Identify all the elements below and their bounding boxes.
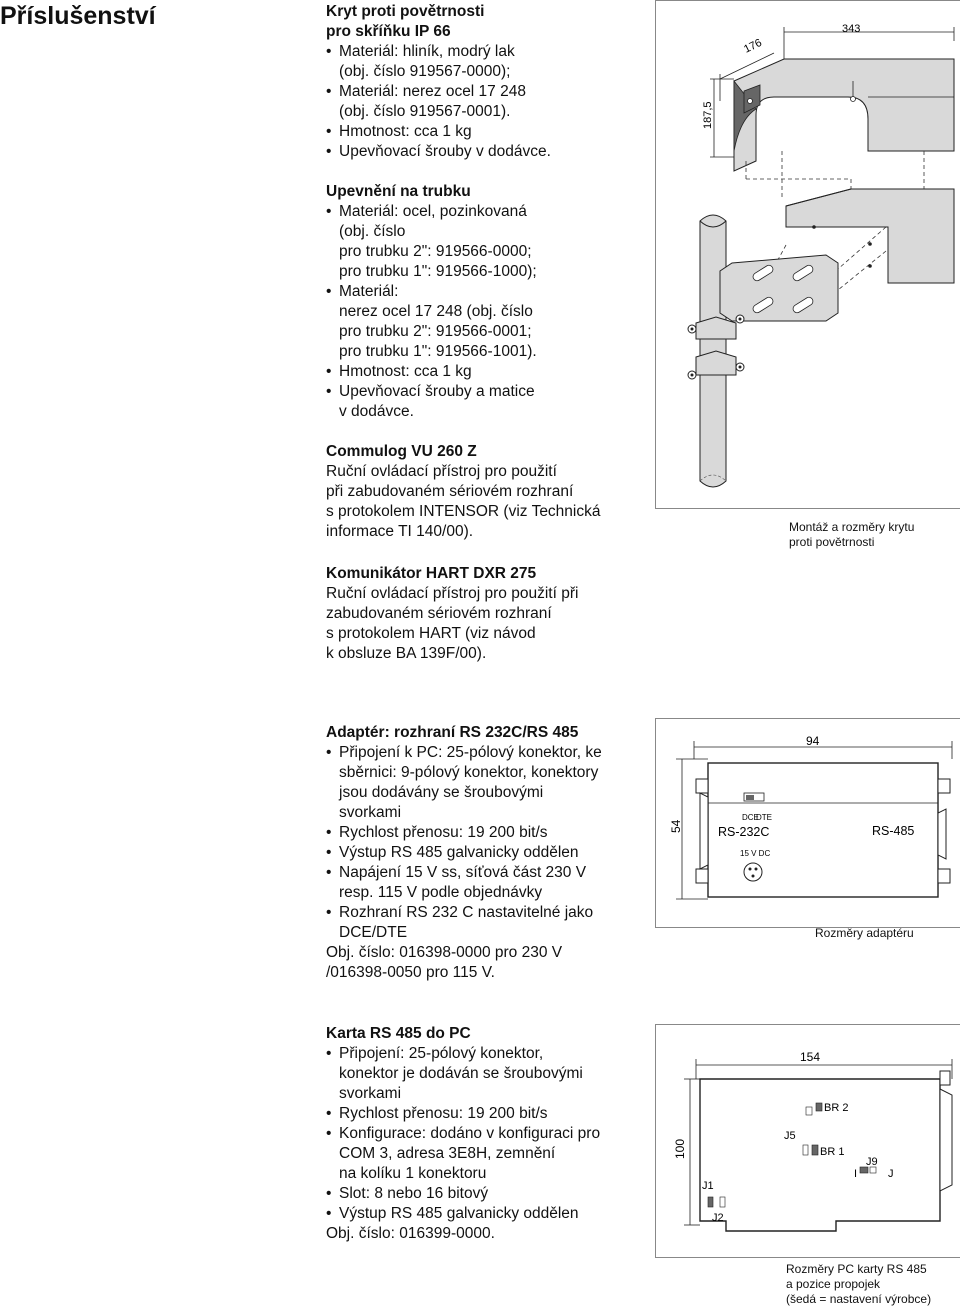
bullet-item: [326, 82, 656, 122]
text-line: Ruční ovládací přístroj pro použití při: [326, 585, 579, 602]
bullet-line: pro trubku 1": 919566-1001).: [339, 343, 537, 360]
bullet-item: [326, 362, 656, 382]
adapter-order-number: [326, 943, 656, 983]
bullet-line: Materiál: nerez ocel 17 248: [339, 83, 526, 100]
bullet-line: na kolíku 1 konektoru: [339, 1165, 487, 1182]
bullet-item: [326, 1044, 656, 1104]
bullet-item: [326, 1184, 656, 1204]
label-br1: BR 1: [820, 1146, 845, 1158]
adapter-caption: [815, 926, 914, 941]
bullet-line: Konfigurace: dodáno v konfiguraci pro: [339, 1125, 601, 1142]
adapter-drawing: [656, 719, 960, 927]
bullet-line: konektor je dodáván se šroubovými: [339, 1065, 583, 1082]
bullet-item: [326, 282, 656, 362]
bullet-line: pro trubku 2": 919566-0001;: [339, 323, 532, 340]
caption-line: proti povětrnosti: [789, 535, 875, 549]
text-line: s protokolem HART (viz návod: [326, 625, 536, 642]
label-br2: BR 2: [824, 1102, 849, 1114]
weather-cover-title-line-1: Kryt proti povětrnosti: [326, 3, 485, 20]
bullet-item: [326, 743, 656, 823]
adapter-specs: [326, 743, 656, 943]
weather-cover-title-line-2: pro skříňku IP 66: [326, 23, 451, 40]
label-dce: DCE: [742, 813, 759, 822]
label-i: I: [854, 1168, 858, 1180]
weather-cover-figure: [655, 0, 960, 509]
card-caption: [786, 1262, 931, 1307]
bullet-line: (obj. číslo: [339, 223, 406, 240]
label-j1: J1: [702, 1180, 714, 1192]
bullet-line: Upevňovací šrouby a matice: [339, 383, 535, 400]
bullet-line: Materiál: hliník, modrý lak: [339, 43, 515, 60]
bullet-line: (obj. číslo 919567-0000);: [339, 63, 511, 80]
dim-176: 176: [742, 36, 764, 56]
commulog-section: [326, 442, 656, 542]
label-j: J: [888, 1168, 894, 1180]
card-specs: [326, 1044, 656, 1224]
caption-line: Rozměry PC karty RS 485: [786, 1262, 927, 1276]
caption-line: Montáž a rozměry krytu: [789, 520, 915, 534]
card-title: Karta RS 485 do PC: [326, 1025, 471, 1042]
bullet-line: Rychlost přenosu: 19 200 bit/s: [339, 1105, 548, 1122]
dim-94: 94: [806, 734, 820, 748]
bullet-item: [326, 863, 656, 903]
card-order-number: [326, 1224, 656, 1244]
dim-154: 154: [800, 1050, 821, 1064]
label-rs232c: RS-232C: [718, 825, 770, 839]
text-line: s protokolem INTENSOR (viz Technická: [326, 503, 601, 520]
card-drawing: [656, 1025, 960, 1257]
caption-line: a pozice propojek: [786, 1277, 881, 1291]
bullet-line: Hmotnost: cca 1 kg: [339, 123, 472, 140]
bullet-line: nerez ocel 17 248 (obj. číslo: [339, 303, 533, 320]
adapter-section: [326, 723, 656, 983]
label-j9: J9: [866, 1156, 878, 1168]
card-section: [326, 1024, 656, 1244]
bullet-item: [326, 142, 656, 162]
bullet-line: v dodávce.: [339, 403, 414, 420]
dim-100: 100: [673, 1138, 687, 1159]
bullet-line: Materiál:: [339, 283, 399, 300]
bullet-item: [326, 42, 656, 82]
bullet-line: jsou dodávány se šroubovými: [339, 784, 544, 801]
bullet-line: DCE/DTE: [339, 924, 408, 941]
bullet-line: Hmotnost: cca 1 kg: [339, 363, 472, 380]
pipe-mount-section: [326, 182, 656, 422]
bullet-line: sběrnici: 9-pólový konektor, konektory: [339, 764, 599, 781]
bullet-item: [326, 903, 656, 943]
bullet-item: [326, 1204, 656, 1224]
bullet-line: Materiál: ocel, pozinkovaná: [339, 203, 527, 220]
bullet-line: Slot: 8 nebo 16 bitový: [339, 1185, 489, 1202]
caption-line: (šedá = nastavení výrobce): [786, 1292, 932, 1306]
bullet-line: svorkami: [339, 1085, 402, 1102]
text-line: při zabudovaném sériovém rozhraní: [326, 483, 574, 500]
bullet-line: Rychlost přenosu: 19 200 bit/s: [339, 824, 548, 841]
adapter-figure: [655, 718, 960, 928]
label-j5: J5: [784, 1130, 796, 1142]
bullet-line: (obj. číslo 919567-0001).: [339, 103, 511, 120]
text-line: Obj. číslo: 016399-0000.: [326, 1225, 495, 1242]
bullet-line: Připojení: 25-pólový konektor,: [339, 1045, 544, 1062]
bullet-item: [326, 843, 656, 863]
bullet-line: Rozhraní RS 232 C nastavitelné jako: [339, 904, 594, 921]
label-rs485: RS-485: [872, 824, 915, 838]
hart-title: Komunikátor HART DXR 275: [326, 565, 537, 582]
text-line: k obsluze BA 139F/00).: [326, 645, 487, 662]
bullet-item: [326, 823, 656, 843]
bullet-line: Připojení k PC: 25-pólový konektor, ke: [339, 744, 602, 761]
text-line: informace TI 140/00).: [326, 523, 474, 540]
hart-section: [326, 564, 656, 664]
bullet-line: Výstup RS 485 galvanicky oddělen: [339, 1205, 579, 1222]
text-line: zabudovaném sériovém rozhraní: [326, 605, 552, 622]
hart-description: [326, 584, 656, 664]
text-line: /016398-0050 pro 115 V.: [326, 964, 495, 981]
weather-cover-section: [326, 2, 656, 162]
commulog-description: [326, 462, 656, 542]
weather-cover-drawing: [656, 1, 960, 508]
weather-cover-caption: [789, 520, 914, 550]
dim-54: 54: [669, 819, 683, 833]
label-j2: J2: [712, 1212, 724, 1224]
bullet-line: pro trubku 1": 919566-1000);: [339, 263, 537, 280]
page-title: Příslušenství: [0, 2, 156, 30]
commulog-title: Commulog VU 260 Z: [326, 443, 477, 460]
pipe-shape: [700, 215, 726, 487]
bullet-line: Upevňovací šrouby v dodávce.: [339, 143, 551, 160]
adapter-title: Adaptér: rozhraní RS 232C/RS 485: [326, 724, 579, 741]
text-line: Ruční ovládací přístroj pro použití: [326, 463, 557, 480]
card-figure: [655, 1024, 960, 1258]
text-line: Obj. číslo: 016398-0000 pro 230 V: [326, 944, 563, 961]
bullet-item: [326, 122, 656, 142]
label-15vdc: 15 V DC: [740, 849, 771, 858]
dim-187-5: 187,5: [702, 101, 714, 129]
pipe-mount-specs: [326, 202, 656, 422]
label-dte: DTE: [756, 813, 772, 822]
dim-343: 343: [842, 23, 861, 35]
bullet-item: [326, 382, 656, 422]
weather-cover-title: [326, 2, 656, 42]
mounting-plate: [720, 255, 838, 321]
bullet-line: COM 3, adresa 3E8H, zemnění: [339, 1145, 556, 1162]
weather-cover-specs: [326, 42, 656, 162]
bullet-item: [326, 202, 656, 282]
weather-cover-shape: [734, 59, 954, 171]
pipe-mount-title: Upevnění na trubku: [326, 183, 471, 200]
bullet-item: [326, 1124, 656, 1184]
bullet-line: Výstup RS 485 galvanicky oddělen: [339, 844, 579, 861]
caption-line: Rozměry adaptéru: [815, 926, 914, 940]
bullet-line: Napájení 15 V ss, síťová část 230 V: [339, 864, 587, 881]
bullet-line: pro trubku 2": 919566-0000;: [339, 243, 532, 260]
bullet-line: resp. 115 V podle objednávky: [339, 884, 543, 901]
bullet-item: [326, 1104, 656, 1124]
bullet-line: svorkami: [339, 804, 402, 821]
